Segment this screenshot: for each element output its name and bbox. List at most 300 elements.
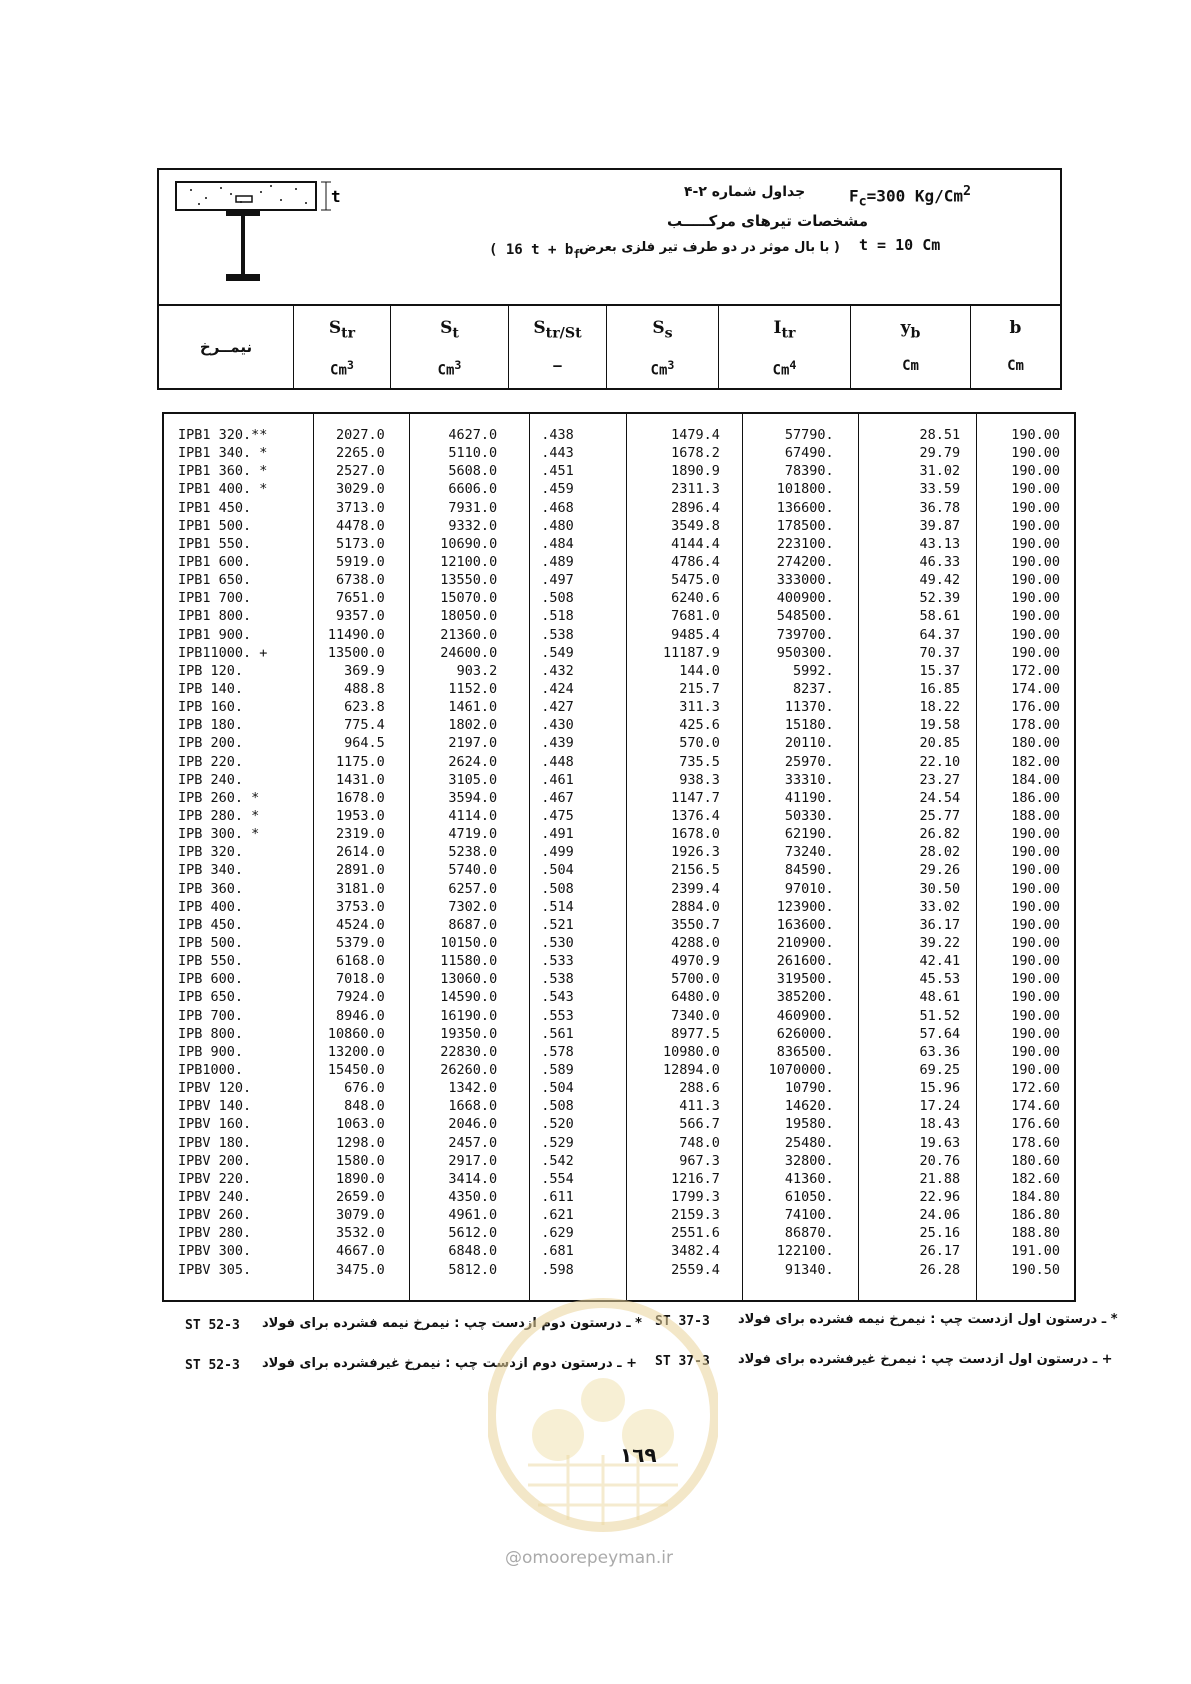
table-cell: 748.0 <box>679 1134 720 1151</box>
table-cell: 10860.0 <box>327 1025 385 1042</box>
table-cell: 186.00 <box>1011 789 1060 806</box>
table-cell: 23.27 <box>919 771 961 788</box>
table-cell: 186.80 <box>1011 1207 1060 1224</box>
table-row <box>164 1097 1074 1115</box>
table-cell: .561 <box>541 1025 574 1042</box>
table-cell: 4350.0 <box>448 1188 498 1205</box>
table-cell: 311.3 <box>679 699 720 716</box>
table-cell: 19580. <box>784 1116 834 1133</box>
table-cell: IPB 140. <box>178 681 244 698</box>
table-row <box>164 1242 1074 1260</box>
col-ratio-symbol: $S_{tr/St}$ <box>533 318 582 342</box>
table-cell: IPB 800. <box>178 1025 244 1042</box>
table-cell: 8237. <box>793 681 834 698</box>
col-header-profile <box>159 306 294 388</box>
column-headers <box>157 306 1062 390</box>
table-cell: 5379.0 <box>335 935 385 951</box>
table-cell: .611 <box>541 1188 574 1205</box>
table-cell: .529 <box>541 1134 574 1151</box>
table-cell: 848.0 <box>344 1098 385 1115</box>
table-row <box>164 789 1074 807</box>
table-cell: 8977.5 <box>671 1025 720 1042</box>
table-row <box>164 589 1074 607</box>
table-cell: 190.50 <box>1011 1261 1060 1278</box>
table-cell: 1953.0 <box>335 808 385 825</box>
table-cell: 7681.0 <box>671 608 720 625</box>
table-cell: IPB11000. + <box>178 644 268 661</box>
composite-beam-diagram <box>171 180 346 290</box>
table-cell: 1216.7 <box>671 1170 720 1187</box>
table-cell: .521 <box>541 916 574 933</box>
table-cell: 136600. <box>776 499 834 516</box>
table-cell: 49.42 <box>919 572 961 589</box>
table-cell: 3105.0 <box>448 771 498 788</box>
table-cell: IPB1 600. <box>178 554 252 571</box>
table-cell: 41360. <box>784 1170 834 1187</box>
fc-sup: 2 <box>963 184 972 199</box>
table-cell: 163600. <box>776 916 834 933</box>
table-cell: IPB 340. <box>178 862 244 879</box>
table-row <box>164 970 1074 988</box>
table-cell: 190.00 <box>1011 826 1060 843</box>
table-cell: 122100. <box>776 1243 834 1260</box>
table-cell: 5919.0 <box>335 554 385 571</box>
footnote-2-a: + ـ درستون اول ازدست چپ : نیمرخ غیرفشرده برای فولاد <box>738 1352 1113 1367</box>
table-cell: 274200. <box>776 554 834 571</box>
table-row <box>164 571 1074 589</box>
table-cell: 16190.0 <box>440 1007 498 1024</box>
table-cell: 369.9 <box>344 662 385 679</box>
table-cell: 190.00 <box>1011 989 1060 1006</box>
table-cell: 25970. <box>784 753 834 770</box>
table-cell: 86870. <box>784 1225 834 1242</box>
table-cell: 6240.6 <box>671 590 720 607</box>
fc-label: F <box>849 186 859 206</box>
table-cell: IPBV 220. <box>178 1170 252 1187</box>
table-cell: 7931.0 <box>448 499 498 516</box>
table-cell: 5173.0 <box>335 535 385 552</box>
table-cell: 1926.3 <box>671 844 720 861</box>
table-cell: .520 <box>541 1116 574 1133</box>
table-cell: 3550.7 <box>671 916 720 933</box>
table-cell: 39.87 <box>919 517 961 534</box>
table-cell: .475 <box>541 808 574 825</box>
table-cell: 14620. <box>784 1098 834 1115</box>
table-cell: 6257.0 <box>448 880 498 897</box>
table-row <box>164 771 1074 789</box>
watermark-text: @omoorepeyman.ir <box>505 1548 674 1568</box>
table-cell: 188.80 <box>1011 1225 1060 1242</box>
table-cell: 210900. <box>776 935 834 951</box>
table-cell: 2884.0 <box>671 898 720 915</box>
table-cell: IPB 320. <box>178 844 244 861</box>
table-cell: 1175.0 <box>335 753 385 770</box>
table-cell: 29.79 <box>919 445 961 462</box>
col-yb-unit: Cm <box>902 358 919 374</box>
table-cell: 57.64 <box>919 1025 961 1042</box>
col-b-unit: Cm <box>1007 358 1024 374</box>
col-ss-unit: Cm$^3$ <box>650 358 675 379</box>
table-cell: .491 <box>541 826 574 843</box>
table-cell: 10690.0 <box>440 535 498 552</box>
table-cell: .629 <box>541 1225 574 1242</box>
table-cell: 190.00 <box>1011 916 1060 933</box>
table-cell: 2159.3 <box>671 1207 720 1224</box>
col-ratio-unit: — <box>553 358 562 374</box>
table-cell: IPB1 360. * <box>178 463 268 480</box>
table-row <box>164 644 1074 662</box>
table-row <box>164 988 1074 1006</box>
table-cell: 20.85 <box>919 735 961 752</box>
col-yb-symbol: $y_b$ <box>900 318 921 342</box>
table-cell: 10980.0 <box>662 1043 720 1060</box>
table-cell: 1890.9 <box>671 463 720 480</box>
table-cell: .438 <box>541 427 574 444</box>
table-cell: 190.00 <box>1011 1025 1060 1042</box>
table-cell: 32800. <box>784 1152 834 1169</box>
table-cell: IPB1 800. <box>178 608 252 625</box>
table-cell: 14590.0 <box>440 989 498 1006</box>
table-cell: 319500. <box>776 971 834 988</box>
table-cell: IPB 500. <box>178 935 244 951</box>
table-subtitle: مشخصات تیرهای مرکـــــب <box>667 212 869 230</box>
table-cell: 190.00 <box>1011 535 1060 552</box>
table-cell: IPB 180. <box>178 717 244 734</box>
table-cell: 2551.6 <box>671 1225 720 1242</box>
concrete-strength <box>849 184 971 210</box>
table-cell: 1147.7 <box>671 789 720 806</box>
table-cell: 2197.0 <box>448 735 498 752</box>
col-header-itr <box>719 306 851 388</box>
table-cell: 5992. <box>793 662 834 679</box>
table-cell: 57790. <box>784 427 834 444</box>
table-cell: 4478.0 <box>335 517 385 534</box>
table-cell: 18.43 <box>919 1116 961 1133</box>
table-cell: IPB1 320.** <box>178 427 268 444</box>
table-cell: 15450.0 <box>327 1061 385 1078</box>
table-cell: 9332.0 <box>448 517 498 534</box>
width-formula-text: 16 t + b <box>505 242 574 258</box>
table-cell: 836500. <box>776 1043 834 1060</box>
table-cell: .497 <box>541 572 574 589</box>
table-cell: 29.26 <box>919 862 961 879</box>
table-cell: 7340.0 <box>671 1007 720 1024</box>
table-cell: 25.16 <box>919 1225 961 1242</box>
table-cell: 97010. <box>784 880 834 897</box>
table-cell: 2559.4 <box>671 1261 720 1278</box>
table-header-box <box>157 168 1062 306</box>
col-header-b <box>971 306 1060 388</box>
table-cell: 967.3 <box>679 1152 720 1169</box>
table-cell: 223100. <box>776 535 834 552</box>
table-cell: .538 <box>541 626 574 643</box>
table-cell: 50330. <box>784 808 834 825</box>
table-cell: 190.00 <box>1011 626 1060 643</box>
fc-sub: c <box>858 194 867 210</box>
table-cell: 4144.4 <box>671 535 720 552</box>
col-profile-label: نیمــرخ <box>199 338 253 356</box>
table-cell: .554 <box>541 1170 574 1187</box>
table-cell: 91340. <box>784 1261 834 1278</box>
table-row <box>164 517 1074 535</box>
col-itr-unit: Cm$^4$ <box>772 358 797 379</box>
table-cell: 22.96 <box>919 1188 961 1205</box>
table-cell: .504 <box>541 862 574 879</box>
table-cell: 5608.0 <box>448 463 498 480</box>
table-cell: 2527.0 <box>335 463 385 480</box>
table-cell: 190.00 <box>1011 590 1060 607</box>
table-cell: 1070000. <box>768 1061 834 1078</box>
table-cell: .553 <box>541 1007 574 1024</box>
table-cell: .538 <box>541 971 574 988</box>
table-cell: 184.00 <box>1011 771 1060 788</box>
table-cell: IPB1 700. <box>178 590 252 607</box>
table-cell: .443 <box>541 445 574 462</box>
table-cell: IPB 280. * <box>178 808 260 825</box>
table-cell: 26260.0 <box>440 1061 498 1078</box>
footnote-1-b: ST 37-3 <box>655 1314 710 1329</box>
table-cell: .518 <box>541 608 574 625</box>
table-cell: 400900. <box>776 590 834 607</box>
table-cell: 178500. <box>776 517 834 534</box>
table-row <box>164 1079 1074 1097</box>
table-cell: .589 <box>541 1061 574 1078</box>
table-cell: 176.60 <box>1011 1116 1060 1133</box>
table-cell: 190.00 <box>1011 1061 1060 1078</box>
table-cell: 52.39 <box>919 590 961 607</box>
table-cell: IPB 360. <box>178 880 244 897</box>
table-cell: 28.02 <box>919 844 961 861</box>
table-row <box>164 1115 1074 1133</box>
table-cell: 84590. <box>784 862 834 879</box>
table-cell: 676.0 <box>344 1080 385 1097</box>
footnote-2-b: ST 37-3 <box>655 1354 710 1369</box>
table-row <box>164 1152 1074 1170</box>
table-row <box>164 1133 1074 1151</box>
table-cell: 1461.0 <box>448 699 498 716</box>
table-cell: 3713.0 <box>335 499 385 516</box>
table-cell: 172.00 <box>1011 662 1060 679</box>
table-cell: 11187.9 <box>662 644 720 661</box>
table-cell: 4627.0 <box>448 427 498 444</box>
table-cell: 184.80 <box>1011 1188 1060 1205</box>
table-cell: 69.25 <box>919 1061 961 1078</box>
table-cell: 176.00 <box>1011 699 1060 716</box>
table-cell: 67490. <box>784 445 834 462</box>
table-cell: IPB 160. <box>178 699 244 716</box>
col-ss-symbol: $S_s$ <box>652 318 673 342</box>
table-cell: 19.63 <box>919 1134 961 1151</box>
table-cell: 39.22 <box>919 935 961 951</box>
table-cell: 18050.0 <box>440 608 498 625</box>
footnote-2-d: ST 52-3 <box>185 1358 240 1373</box>
table-cell: 2027.0 <box>335 427 385 444</box>
table-cell: 73240. <box>784 844 834 861</box>
table-cell: 1298.0 <box>335 1134 385 1151</box>
table-cell: 24600.0 <box>440 644 498 661</box>
table-cell: 191.00 <box>1011 1243 1060 1260</box>
table-cell: .480 <box>541 517 574 534</box>
table-cell: 190.00 <box>1011 1043 1060 1060</box>
table-row <box>164 1170 1074 1188</box>
table-cell: 15180. <box>784 717 834 734</box>
table-cell: 9357.0 <box>335 608 385 625</box>
table-cell: IPBV 140. <box>178 1098 252 1115</box>
table-cell: 33310. <box>784 771 834 788</box>
table-row <box>164 1025 1074 1043</box>
table-cell: 74100. <box>784 1207 834 1224</box>
table-cell: 172.60 <box>1011 1080 1060 1097</box>
table-cell: 3549.8 <box>671 517 720 534</box>
table-cell: 190.00 <box>1011 880 1060 897</box>
table-cell: 190.00 <box>1011 499 1060 516</box>
table-cell: 4719.0 <box>448 826 498 843</box>
table-cell: 2896.4 <box>671 499 720 516</box>
section-properties-table <box>164 426 1074 1279</box>
table-cell: 78390. <box>784 463 834 480</box>
table-cell: IPB 120. <box>178 662 244 679</box>
table-cell: IPB 220. <box>178 753 244 770</box>
table-cell: 8687.0 <box>448 916 498 933</box>
table-row <box>164 734 1074 752</box>
table-cell: IPB 300. * <box>178 826 260 843</box>
table-cell: 33.02 <box>919 898 961 915</box>
table-cell: IPBV 180. <box>178 1134 252 1151</box>
table-cell: 2265.0 <box>335 445 385 462</box>
table-cell: 2046.0 <box>448 1116 498 1133</box>
table-cell: 1678.2 <box>671 445 720 462</box>
table-cell: .530 <box>541 935 574 951</box>
table-cell: .578 <box>541 1043 574 1060</box>
table-cell: .508 <box>541 1098 574 1115</box>
table-cell: 188.00 <box>1011 808 1060 825</box>
table-cell: 2891.0 <box>335 862 385 879</box>
table-cell: 22830.0 <box>440 1043 498 1060</box>
table-cell: .542 <box>541 1152 574 1169</box>
table-cell: 425.6 <box>679 717 720 734</box>
table-cell: IPB1000. <box>178 1061 244 1078</box>
table-cell: IPB 700. <box>178 1007 244 1024</box>
table-row <box>164 1224 1074 1242</box>
col-b-symbol: b <box>1009 318 1022 338</box>
table-cell: 4524.0 <box>335 916 385 933</box>
diagram-t-label: t <box>331 187 341 206</box>
col-header-yb <box>851 306 971 388</box>
table-cell: 26.17 <box>919 1243 961 1260</box>
table-cell: 13500.0 <box>327 644 385 661</box>
width-formula: ( 16 $t + b_f$ <box>489 242 581 261</box>
table-cell: 190.00 <box>1011 862 1060 879</box>
table-cell: 2311.3 <box>671 481 720 498</box>
table-row <box>164 426 1074 444</box>
table-cell: 9485.4 <box>671 626 720 643</box>
table-cell: 2659.0 <box>335 1188 385 1205</box>
table-cell: .439 <box>541 735 574 752</box>
table-cell: 182.00 <box>1011 753 1060 770</box>
table-cell: 64.37 <box>919 626 961 643</box>
table-cell: 333000. <box>776 572 834 589</box>
table-cell: .459 <box>541 481 574 498</box>
table-cell: 33.59 <box>919 481 961 498</box>
table-cell: 178.60 <box>1011 1134 1060 1151</box>
table-cell: 174.00 <box>1011 681 1060 698</box>
table-cell: 6480.0 <box>671 989 720 1006</box>
table-cell: 261600. <box>776 953 834 970</box>
table-cell: 488.8 <box>344 681 385 698</box>
table-row <box>164 825 1074 843</box>
table-cell: 190.00 <box>1011 427 1060 444</box>
table-row <box>164 480 1074 498</box>
table-cell: IPB1 550. <box>178 535 252 552</box>
table-row <box>164 626 1074 644</box>
table-cell: 2624.0 <box>448 753 498 770</box>
table-row <box>164 952 1074 970</box>
table-cell: 1799.3 <box>671 1188 720 1205</box>
table-cell: 3475.0 <box>335 1261 385 1278</box>
table-cell: IPB1 650. <box>178 572 252 589</box>
table-cell: 26.82 <box>919 826 961 843</box>
col-header-ratio <box>509 306 607 388</box>
table-cell: 1668.0 <box>448 1098 498 1115</box>
table-cell: 7651.0 <box>335 590 385 607</box>
width-formula-sub: f <box>573 246 581 261</box>
watermark-logo <box>488 1265 718 1565</box>
table-cell: 36.17 <box>919 916 961 933</box>
table-cell: 7018.0 <box>335 971 385 988</box>
table-cell: .508 <box>541 590 574 607</box>
table-cell: 3029.0 <box>335 481 385 498</box>
table-cell: IPB1 340. * <box>178 445 268 462</box>
table-cell: 2399.4 <box>671 880 720 897</box>
fc-value: =300 Kg/Cm <box>866 186 963 206</box>
table-row <box>164 444 1074 462</box>
col-str-unit: Cm$^3$ <box>330 358 354 379</box>
table-cell: 13550.0 <box>440 572 498 589</box>
table-cell: IPB1 400. * <box>178 481 268 498</box>
table-cell: 190.00 <box>1011 953 1060 970</box>
table-cell: 22.10 <box>919 753 961 770</box>
table-cell: 15.96 <box>919 1080 961 1097</box>
table-row <box>164 1206 1074 1224</box>
table-cell: 548500. <box>776 608 834 625</box>
table-cell: 739700. <box>776 626 834 643</box>
table-cell: 7924.0 <box>335 989 385 1006</box>
table-cell: 215.7 <box>679 681 720 698</box>
table-row <box>164 607 1074 625</box>
page-number: ١٦٩ <box>620 1443 657 1467</box>
table-cell: IPB 450. <box>178 916 244 933</box>
table-cell: 6168.0 <box>335 953 385 970</box>
table-cell: 190.00 <box>1011 445 1060 462</box>
table-cell: 190.00 <box>1011 644 1060 661</box>
col-itr-symbol: $I_{tr}$ <box>773 318 796 342</box>
table-cell: 190.00 <box>1011 463 1060 480</box>
col-header-ss <box>607 306 719 388</box>
table-cell: 6606.0 <box>448 481 498 498</box>
table-cell: 42.41 <box>919 953 961 970</box>
table-cell: IPBV 200. <box>178 1152 252 1169</box>
table-cell: 18.22 <box>919 699 961 716</box>
table-row <box>164 499 1074 517</box>
table-cell: IPB1 450. <box>178 499 252 516</box>
table-row <box>164 1188 1074 1206</box>
table-row <box>164 553 1074 571</box>
table-row <box>164 843 1074 861</box>
table-cell: 626000. <box>776 1025 834 1042</box>
table-cell: 2614.0 <box>335 844 385 861</box>
table-cell: IPB 260. * <box>178 789 260 806</box>
table-cell: 8946.0 <box>335 1007 385 1024</box>
